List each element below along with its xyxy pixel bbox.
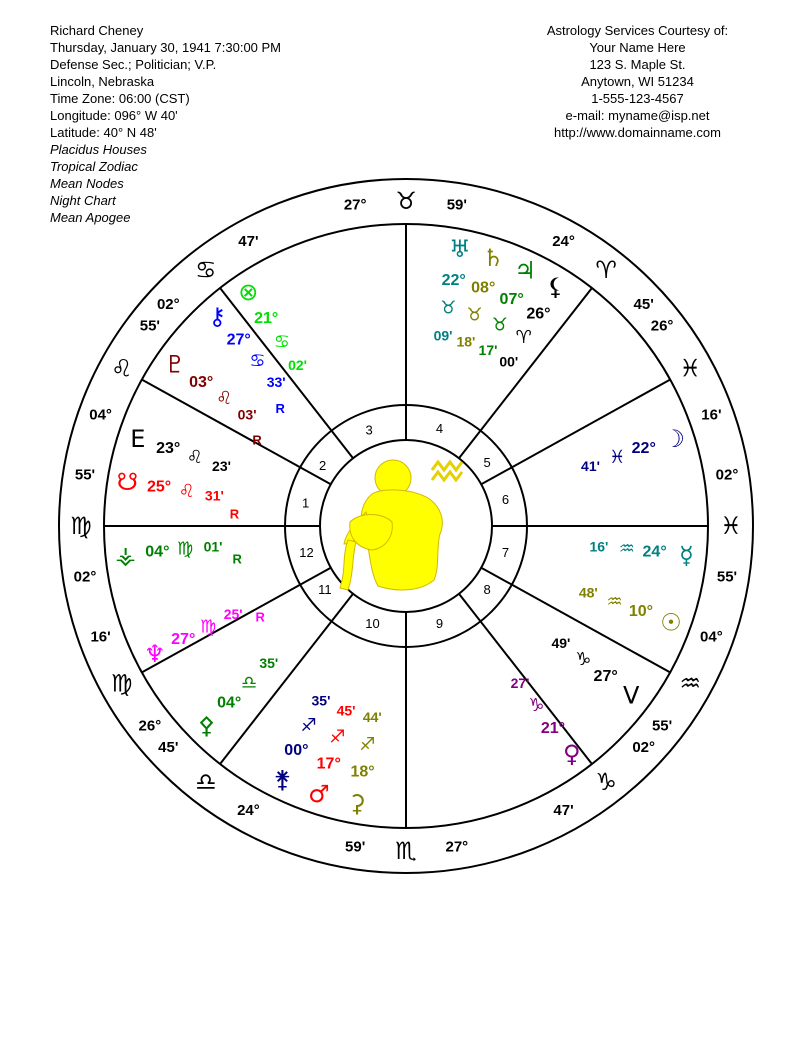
ceres-sign: ♐ (359, 734, 376, 756)
chiron-retrograde: R (275, 401, 285, 417)
mercury-degree: 24° (642, 543, 667, 561)
east-point-label (130, 425, 231, 474)
service-phone: 1-555-123-4567 (591, 91, 684, 106)
cusp-label (344, 187, 467, 215)
saturn-sign: ♉ (466, 304, 483, 326)
cusp-degree: 02° (632, 739, 656, 757)
pluto-label (164, 350, 262, 447)
juno-minutes: 35' (311, 692, 331, 709)
chiron-sign: ♋ (249, 350, 266, 372)
ceres-label (348, 709, 382, 818)
south-node-glyph: ☋ (116, 467, 139, 496)
east-point-degree: 23° (156, 440, 181, 458)
sun-sign: ♒ (606, 591, 623, 613)
south-node-label (117, 468, 240, 522)
uranus-glyph: ♅ (449, 235, 471, 264)
cusp-sign-glyph: ♎ (195, 768, 217, 797)
cusp-minutes: 55' (74, 466, 96, 484)
neptune-glyph: ♆ (143, 640, 166, 669)
cusp-degree: 24° (552, 233, 575, 251)
pluto-degree: 03° (189, 374, 214, 392)
cusp-degree: 26° (650, 317, 674, 335)
neptune-degree: 27° (171, 630, 196, 648)
cusp-line (481, 380, 670, 485)
mercury-sign: ♒ (618, 538, 635, 560)
part-of-fortune-degree: 21° (254, 310, 279, 328)
cusp-minutes: 55' (651, 717, 673, 735)
jupiter-minutes: 17' (478, 342, 498, 359)
cusp-line (220, 288, 353, 458)
vesta-minutes: 01' (203, 538, 223, 555)
sun-label (579, 584, 682, 636)
cusp-sign-glyph: ♈ (595, 255, 617, 284)
cusp-sign-glyph: ♍ (70, 512, 92, 540)
cusp-degree: 02° (73, 568, 97, 586)
house-number: 3 (365, 422, 373, 438)
house-number: 5 (483, 455, 491, 471)
service-website: http://www.domainname.com (554, 125, 721, 140)
house-number: 6 (501, 491, 510, 507)
vesta-degree: 04° (145, 543, 170, 561)
cusp-minutes: 55' (716, 568, 738, 586)
venus-glyph: ♀ (562, 740, 581, 769)
cusp-degree: 04° (700, 628, 723, 646)
pluto-glyph: ♇ (164, 350, 186, 379)
cusp-label (552, 233, 654, 313)
native-name: Richard Cheney (50, 23, 144, 38)
house-number: 9 (435, 615, 444, 631)
ceres-minutes: 44' (362, 709, 382, 726)
sun-minutes: 48' (578, 584, 598, 601)
aquarius-emblem (340, 460, 462, 590)
ceres-degree: 18° (350, 763, 375, 781)
pluto-sign: ♌ (216, 388, 233, 410)
cusp-minutes: 45' (633, 295, 654, 313)
neptune-label (144, 606, 265, 668)
cusp-degree: 02° (156, 295, 180, 313)
cusp-label (70, 467, 96, 586)
cusp-degree: 24° (237, 801, 260, 819)
mercury-label (589, 538, 693, 569)
east-point-sign: ♌ (186, 446, 203, 468)
venus-label (511, 675, 581, 768)
east-point-minutes: 23' (212, 458, 231, 475)
service-name: Your Name Here (589, 40, 686, 55)
vesta-retrograde: R (232, 551, 242, 567)
cusp-degree: 04° (89, 406, 112, 424)
pallas-glyph: ⚴ (197, 711, 216, 740)
cusp-degree: 26° (138, 717, 162, 735)
cusp-sign-glyph: ♒ (679, 669, 702, 698)
vesta-label (115, 538, 242, 569)
cusp-degree: 27° (343, 196, 367, 214)
cusp-minutes: 45' (158, 739, 179, 757)
courtesy-line: Astrology Services Courtesy of: (546, 23, 729, 38)
vertex-label (551, 635, 640, 710)
mercury-minutes: 16' (589, 538, 609, 555)
house-system: Placidus Houses (50, 142, 147, 157)
mars-glyph: ♂ (308, 780, 330, 809)
house-number: 4 (435, 421, 444, 437)
lilith-glyph: ⚸ (546, 272, 565, 301)
pallas-sign: ♎ (240, 672, 258, 694)
south-node-degree: 25° (146, 478, 172, 496)
cusp-minutes: 55' (139, 317, 161, 335)
cusp-sign-glyph: ♋ (195, 255, 217, 284)
jupiter-glyph: ♃ (514, 256, 536, 285)
cusp-minutes: 16' (90, 628, 111, 646)
chiron-glyph: ⚷ (208, 302, 227, 331)
longitude: Longitude: 096° W 40' (50, 108, 178, 123)
vertex-sign: ♑ (575, 649, 592, 671)
mercury-glyph: ☿ (679, 541, 694, 570)
juno-degree: 00° (284, 742, 309, 760)
juno-label (274, 692, 331, 793)
venus-sign: ♑ (528, 695, 545, 717)
vertex-glyph: V (623, 681, 640, 710)
pallas-minutes: 35' (259, 655, 279, 672)
moon-degree: 22° (631, 440, 656, 458)
cusp-minutes: 16' (701, 406, 722, 424)
latitude: Latitude: 40° N 48' (50, 125, 157, 140)
water-stream (340, 540, 356, 590)
cusp-sign-glyph: ♓ (679, 354, 702, 383)
house-number: 12 (299, 545, 314, 561)
house-number: 8 (483, 581, 491, 597)
mars-sign: ♐ (329, 726, 346, 748)
lilith-sign: ♈ (515, 327, 532, 349)
saturn-degree: 08° (471, 279, 496, 297)
vertex-degree: 27° (593, 667, 618, 685)
cusp-degree: 02° (715, 466, 739, 484)
house-number: 10 (365, 615, 380, 631)
cusp-label (652, 629, 723, 735)
cusp-sign-glyph: ♓ (720, 512, 742, 540)
house-number: 1 (302, 495, 310, 511)
cusp-label (651, 317, 722, 423)
cusp-minutes: 47' (238, 233, 259, 251)
service-street: 123 S. Maple St. (589, 57, 686, 72)
neptune-minutes: 25' (223, 606, 243, 623)
saturn-minutes: 18' (456, 333, 476, 350)
lilith-degree: 26° (526, 305, 551, 323)
vertex-minutes: 49' (551, 634, 571, 651)
cusp-line (142, 380, 331, 485)
uranus-minutes: 09' (433, 327, 453, 344)
apogee-type: Mean Apogee (50, 210, 131, 225)
moon-sign: ♓ (609, 446, 626, 468)
birth-place: Lincoln, Nebraska (50, 74, 155, 89)
jupiter-degree: 07° (499, 290, 524, 308)
cusp-sign-glyph: ♌ (110, 354, 133, 383)
cusp-sign-glyph: ♉ (395, 187, 417, 215)
cusp-sign-glyph: ♑ (595, 768, 617, 797)
time-zone: Time Zone: 06:00 (CST) (50, 91, 190, 106)
chiron-degree: 27° (226, 331, 251, 349)
cusp-degree: 27° (445, 838, 469, 856)
venus-degree: 21° (540, 719, 566, 737)
cusp-sign-glyph: ♍ (110, 669, 133, 698)
part-of-fortune-minutes: 02' (288, 357, 307, 374)
house-number: 2 (319, 457, 327, 473)
birth-datetime: Thursday, January 30, 1941 7:30:00 PM (50, 40, 282, 55)
jupiter-sign: ♉ (491, 314, 508, 336)
moon-label (581, 425, 685, 474)
vesta-glyph: ⚶ (115, 541, 136, 570)
cusp-label (716, 467, 742, 586)
venus-minutes: 27' (510, 674, 530, 691)
lilith-minutes: 00' (499, 353, 519, 370)
house-number: 7 (501, 545, 510, 561)
juno-glyph: ⚵ (273, 765, 292, 794)
cusp-sign-glyph: ♏ (395, 837, 417, 865)
part-of-fortune-glyph: ⊗ (238, 278, 259, 307)
pallas-label (198, 655, 278, 739)
cusp-label (158, 739, 260, 819)
service-email: e-mail: myname@isp.net (565, 108, 710, 123)
mars-degree: 17° (316, 755, 341, 773)
vesta-sign: ♍ (177, 538, 194, 560)
south-node-minutes: 31' (204, 487, 224, 504)
neptune-sign: ♍ (200, 616, 217, 638)
sun-degree: 10° (628, 603, 654, 621)
south-node-sign: ♌ (178, 480, 195, 502)
cusp-minutes: 47' (553, 801, 574, 819)
uranus-degree: 22° (441, 272, 466, 290)
lilith-label (499, 273, 564, 370)
zodiac-type: Tropical Zodiac (50, 159, 138, 174)
aquarius-waves (432, 462, 462, 480)
moon-minutes: 41' (581, 458, 600, 475)
moon-glyph: ☽ (663, 424, 685, 453)
node-type: Mean Nodes (50, 176, 124, 191)
service-city: Anytown, WI 51234 (581, 74, 694, 89)
east-point-glyph: E (130, 424, 146, 453)
uranus-sign: ♉ (440, 297, 457, 319)
south-node-retrograde: R (229, 506, 240, 522)
part-of-fortune-sign: ♋ (273, 331, 290, 353)
pallas-degree: 04° (217, 694, 242, 712)
juno-sign: ♐ (300, 715, 317, 737)
uranus-label (434, 235, 471, 343)
neptune-retrograde: R (255, 609, 265, 625)
pluto-retrograde: R (252, 432, 262, 448)
cusp-label (89, 317, 160, 423)
native-occupation: Defense Sec.; Politician; V.P. (50, 57, 217, 72)
house-number: 11 (318, 581, 332, 597)
mars-minutes: 45' (336, 702, 356, 719)
cusp-minutes: 59' (446, 196, 467, 214)
sun-glyph: ☉ (660, 608, 682, 637)
cusp-label (345, 837, 468, 865)
ceres-glyph: ⚳ (348, 789, 366, 818)
chart-sect: Night Chart (50, 193, 116, 208)
chiron-minutes: 33' (266, 373, 286, 390)
cusp-minutes: 59' (345, 838, 366, 856)
pluto-minutes: 03' (237, 406, 257, 423)
saturn-glyph: ♄ (482, 243, 504, 272)
